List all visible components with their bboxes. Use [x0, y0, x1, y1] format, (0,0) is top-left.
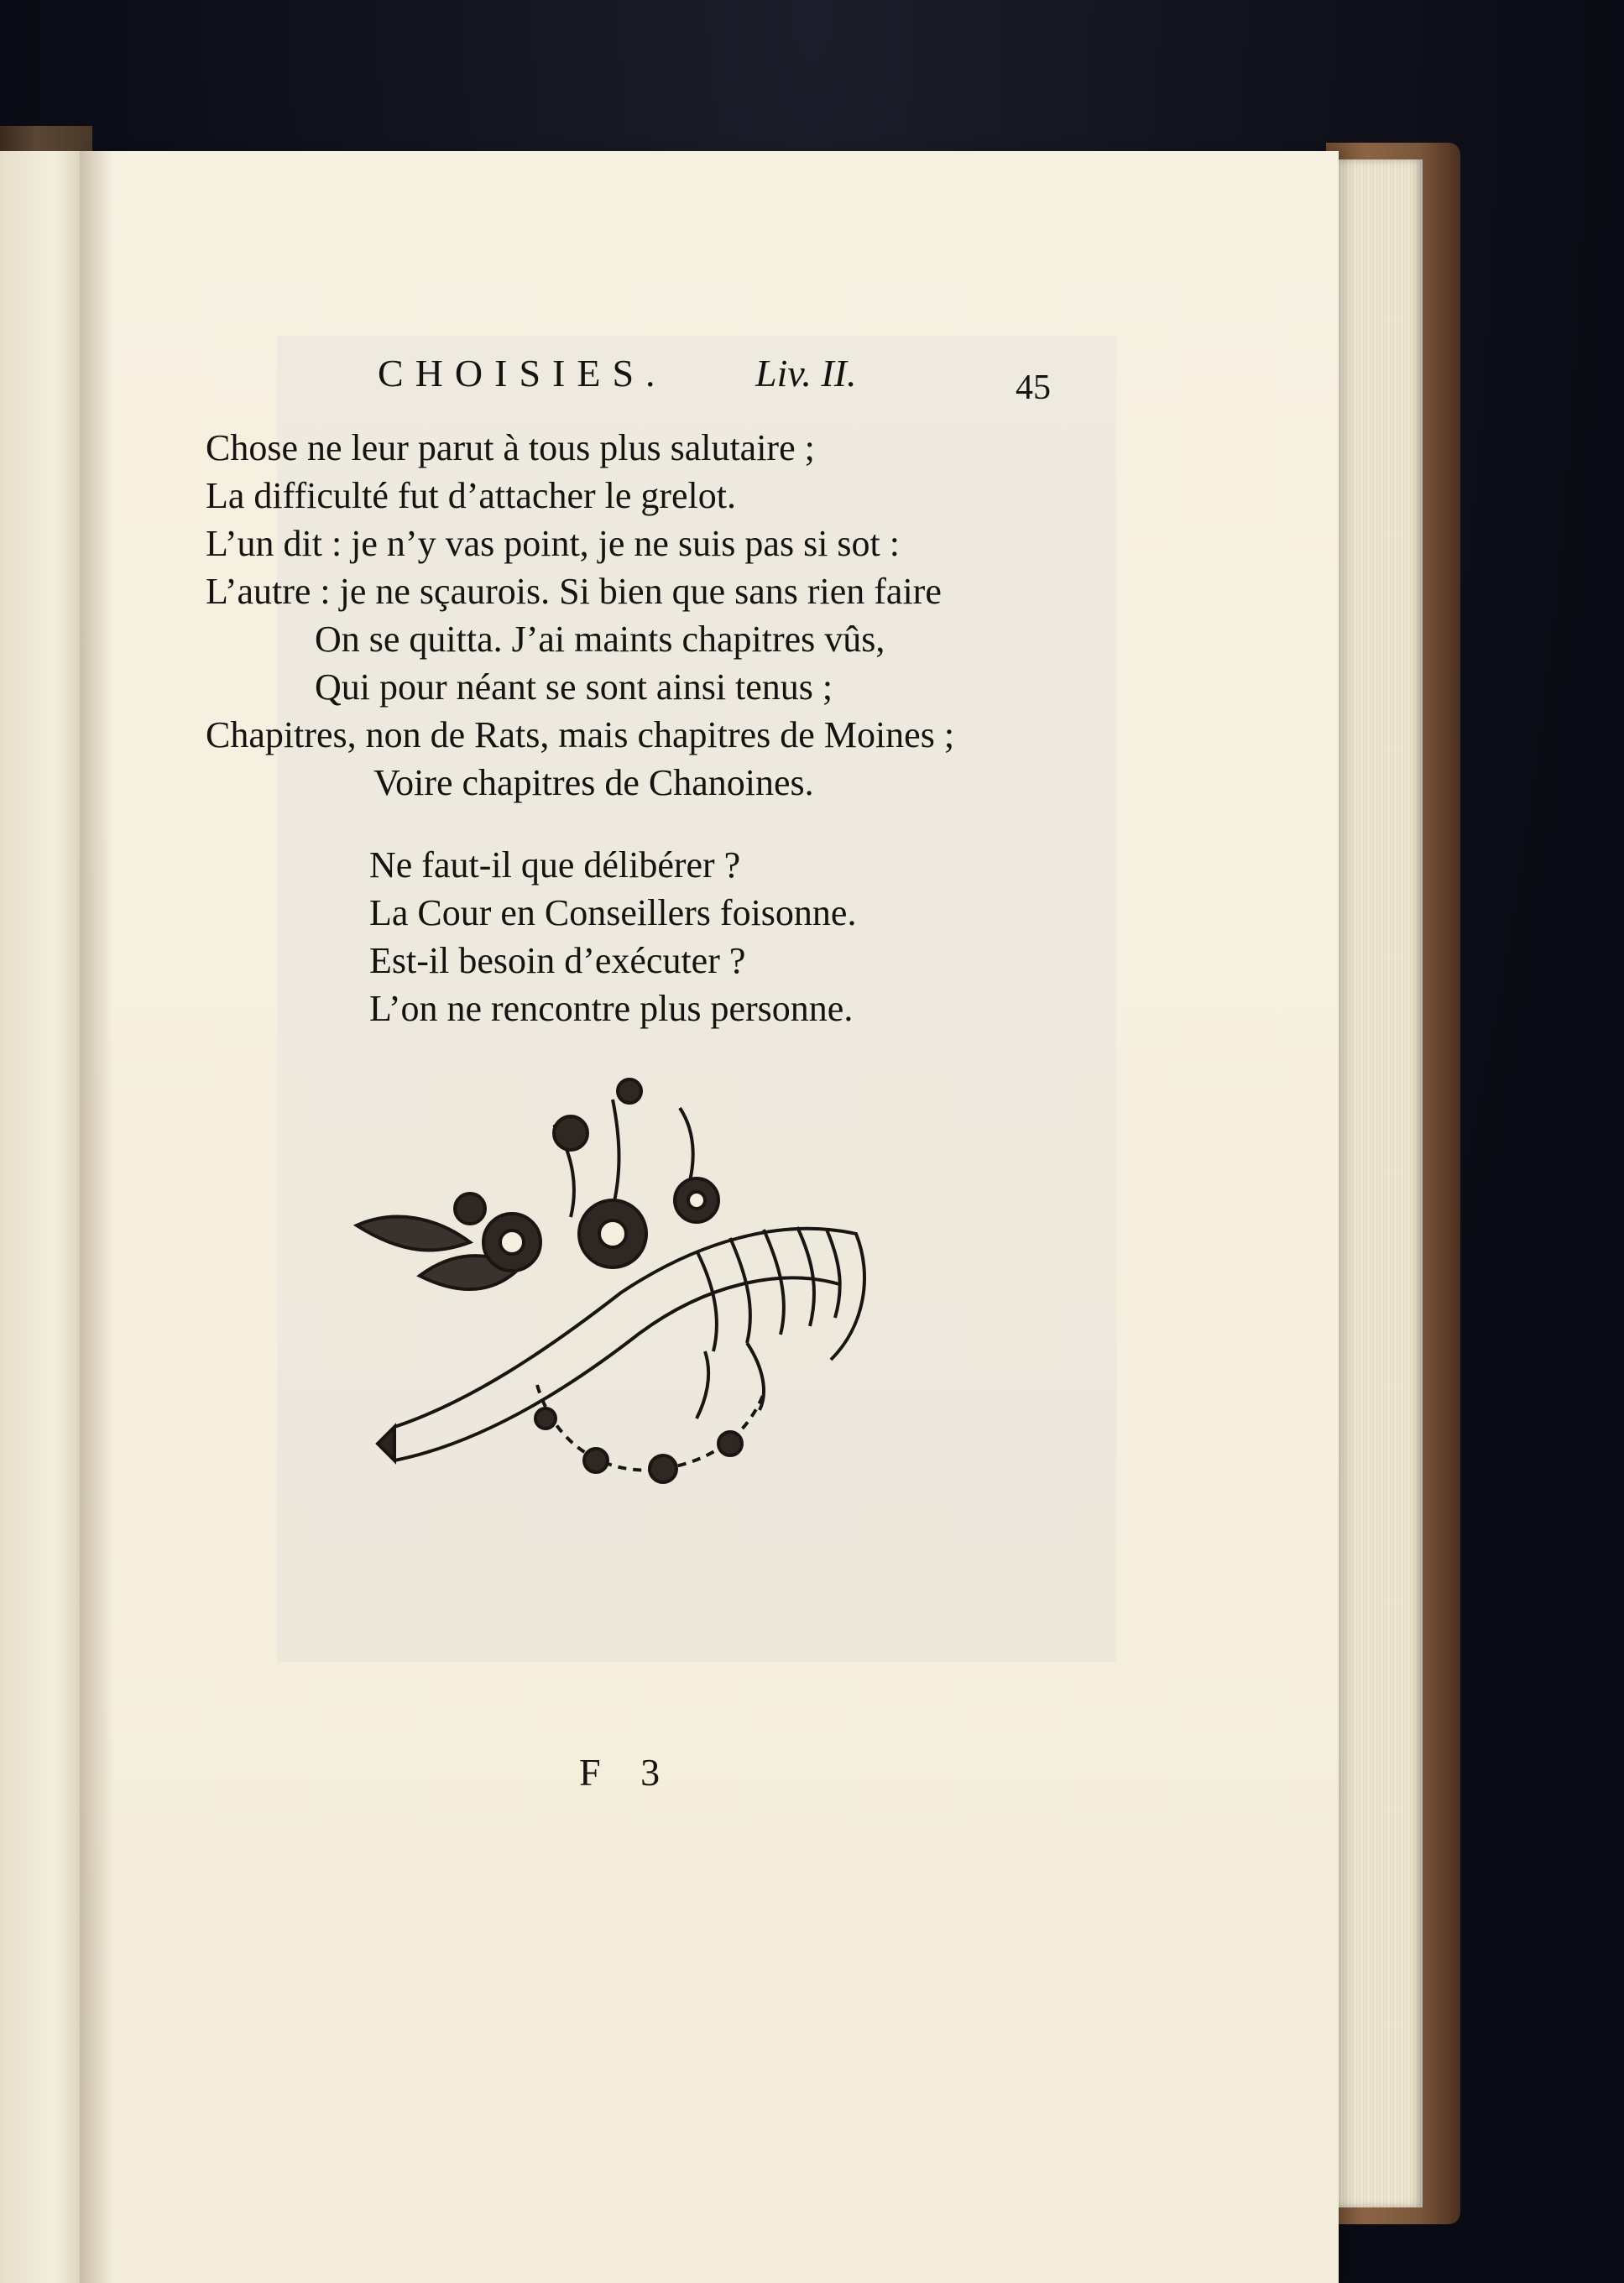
page-stack: [1330, 159, 1423, 2207]
verse-line: Chose ne leur parut à tous plus salutaire ;: [206, 427, 815, 468]
running-header: [378, 351, 1074, 410]
verse-stanza-1: [206, 424, 1078, 807]
gutter-shadow: [80, 151, 113, 2283]
left-page-edge: [0, 151, 88, 2283]
floral-cornucopia-icon: [344, 1074, 932, 1528]
verse-line: On se quitta. J’ai maints chapitres vûs,: [315, 619, 885, 660]
verse-line: Voire chapitres de Chanoines.: [373, 762, 814, 803]
verse-line: L’un dit : je n’y vas point, je ne suis pas si sot :: [206, 523, 900, 564]
verse-line: La Cour en Conseillers foisonne.: [369, 892, 857, 933]
verse-line: Ne faut-il que délibérer ?: [369, 844, 741, 886]
page-number: 45: [1016, 368, 1051, 407]
verse-stanza-2: [369, 841, 1041, 1032]
verse-line: La difficulté fut d’attacher le grelot.: [206, 475, 737, 516]
book-number: Liv. II.: [755, 352, 857, 394]
verse-line: L’on ne rencontre plus personne.: [369, 988, 854, 1029]
verse-line: L’autre : je ne sçaurois. Si bien que sans rien faire: [206, 571, 942, 612]
signature-mark: F 3: [579, 1751, 676, 1794]
verse-line: Chapitres, non de Rats, mais chapitres de Moines ;: [206, 714, 955, 755]
verse-line: Est-il besoin d’exécuter ?: [369, 940, 746, 981]
verse-line: Qui pour néant se sont ainsi tenus ;: [315, 666, 833, 708]
running-title: CHOISIES.: [378, 352, 667, 394]
